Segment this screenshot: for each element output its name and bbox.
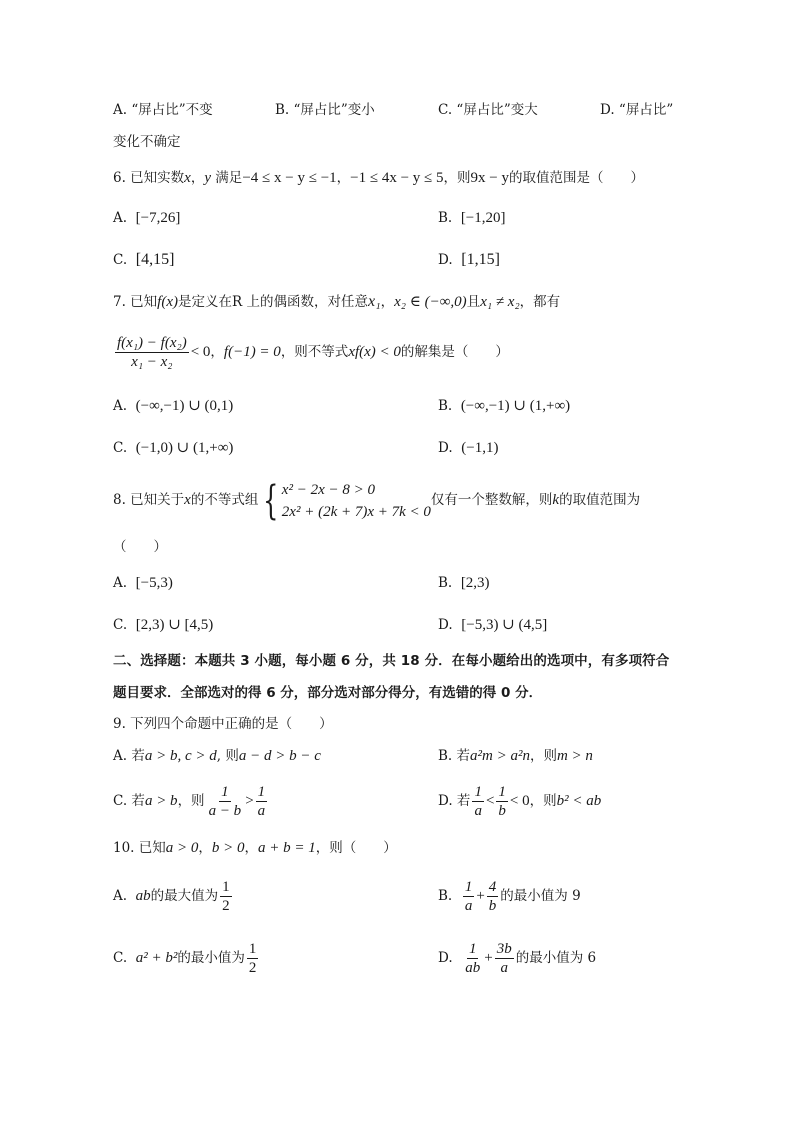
q10-comma-1: ， bbox=[198, 840, 212, 856]
q7-comma-2: ， bbox=[210, 344, 224, 360]
q7-x2-domain: x₂ ∈ (−∞,0) bbox=[394, 294, 467, 310]
q10-a-num: 1 bbox=[222, 879, 230, 895]
q7-stem-b: 是定义在R 上的偶函数，对任意 bbox=[178, 294, 368, 310]
q7-f-neg1: f(−1) = 0 bbox=[223, 344, 281, 360]
q7-stem bbox=[113, 292, 560, 312]
q10-option-b-plus: + bbox=[476, 888, 485, 904]
q8-option-a-label: A. bbox=[113, 575, 128, 591]
q6-option-b bbox=[438, 208, 506, 228]
q10-option-c bbox=[113, 938, 260, 978]
q9-option-c-gt: > bbox=[245, 793, 254, 809]
q9-option-b-condition: a²m > a²n bbox=[470, 748, 530, 764]
q10-cond-a: a > 0 bbox=[165, 840, 199, 856]
q8-option-a bbox=[113, 573, 173, 593]
q8-paren: （ ） bbox=[113, 539, 167, 555]
q10-option-d-text: 的最小值为 6 bbox=[515, 950, 597, 966]
q10-option-d-fraction-2 bbox=[495, 940, 514, 977]
q10-cond-b: b > 0 bbox=[211, 840, 245, 856]
q9-d-den-1: a bbox=[474, 803, 482, 819]
q9-option-d bbox=[438, 781, 601, 821]
section-2-instructions-line-2: 题目要求．全部选对的得 6 分，部分选对部分得分，有选错的得 0 分． bbox=[113, 685, 543, 701]
q9-option-a-result: a − d > b − c bbox=[238, 748, 321, 764]
q7-option-d-label: D. bbox=[438, 440, 453, 456]
q8-option-c-value: [2,3) ∪ [4,5) bbox=[135, 617, 214, 633]
q8-option-a-value: [−5,3) bbox=[135, 575, 173, 591]
q9-option-a-label: A. 若 bbox=[113, 748, 145, 764]
q7-option-a-value: (−∞,−1) ∪ (0,1) bbox=[135, 398, 234, 414]
q9-option-a-then: , 则 bbox=[216, 748, 239, 764]
q9-c-den-2: a bbox=[257, 803, 266, 819]
q9-option-c-condition: a > b bbox=[144, 793, 178, 809]
q10-option-b-label: B. bbox=[438, 888, 453, 904]
q6-expression: 9x − y bbox=[470, 170, 510, 186]
q8-var-k: k bbox=[552, 492, 560, 508]
q8-inequality-system bbox=[258, 479, 431, 523]
q7-option-c-label: C. bbox=[113, 440, 128, 456]
q7-stem-d: ，都有 bbox=[519, 294, 561, 310]
q9-option-c-then: ，则 bbox=[177, 793, 205, 809]
q8-stem-a: 8. 已知关于 bbox=[113, 492, 185, 508]
q6-option-a-value: [−7,26] bbox=[135, 210, 181, 226]
q9-d-num-1: 1 bbox=[474, 784, 482, 800]
q9-d-num-2: 1 bbox=[498, 784, 506, 800]
q9-option-b-result: m > n bbox=[556, 748, 593, 764]
q9-option-d-label: D. 若 bbox=[438, 793, 471, 809]
q10-b-num-1: 1 bbox=[464, 879, 473, 895]
q10-option-d bbox=[438, 938, 596, 978]
section-2-instructions-line-1: 二、选择题：本题共 3 小题，每小题 6 分，共 18 分．在每小题给出的选项中，有多项符合 bbox=[113, 653, 670, 669]
q10-d-den-2: a bbox=[500, 960, 508, 976]
q9-option-a bbox=[113, 746, 321, 766]
q8-option-c bbox=[113, 615, 213, 635]
q10-d-den-1: ab bbox=[465, 960, 481, 976]
q6-stem bbox=[113, 168, 644, 188]
q6-option-d bbox=[438, 250, 500, 270]
q7-fx: f(x) bbox=[157, 294, 178, 310]
q8-option-c-label: C. bbox=[113, 617, 128, 633]
q10-option-b-text: 的最小值为 9 bbox=[500, 888, 581, 904]
q10-option-a-label: A. bbox=[113, 888, 128, 904]
q9-option-a-condition: a > b, c > d bbox=[144, 748, 217, 764]
q10-option-a bbox=[113, 876, 234, 916]
q6-option-d-label: D. bbox=[438, 252, 453, 268]
q9-option-c bbox=[113, 781, 269, 821]
q9-c-num-2: 1 bbox=[257, 784, 266, 800]
q8-option-b bbox=[438, 573, 490, 593]
q7-difference-quotient bbox=[115, 334, 189, 371]
q7-less-than-zero: < 0 bbox=[190, 344, 211, 360]
q6-option-a bbox=[113, 208, 180, 228]
q7-condition-line bbox=[113, 332, 509, 372]
q9-option-b-label: B. 若 bbox=[438, 748, 471, 764]
q5-option-d: D. “屏占比” bbox=[600, 102, 674, 118]
q8-system-row-2: 2x² + (2k + 7)x + 7k < 0 bbox=[281, 503, 431, 520]
q7-x1-neq-x2: x₁ ≠ x₂ bbox=[480, 294, 520, 310]
q7-inequality: xf(x) < 0 bbox=[348, 344, 401, 360]
q6-comma-2: ， bbox=[336, 170, 351, 186]
q5-option-b: B. “屏占比”变小 bbox=[275, 102, 375, 118]
q10-option-c-label: C. bbox=[113, 950, 128, 966]
q7-option-b bbox=[438, 396, 570, 416]
q8-stem-c: 仅有一个整数解，则 bbox=[430, 492, 553, 508]
q7-option-b-value: (−∞,−1) ∪ (1,+∞) bbox=[460, 398, 571, 414]
q8-option-d bbox=[438, 615, 547, 635]
q9-option-c-fraction-2 bbox=[256, 783, 268, 820]
q6-stem-b: 满足 bbox=[211, 170, 243, 186]
q10-d-num-2: 3b bbox=[496, 941, 512, 957]
q7-stem-f: 的解集是（ ） bbox=[400, 344, 509, 360]
q8-stem-d: 的取值范围为 bbox=[559, 492, 641, 508]
q9-c-num-1: 1 bbox=[221, 784, 229, 800]
q10-b-den-2: b bbox=[488, 898, 497, 914]
q7-option-d bbox=[438, 438, 498, 458]
q10-stem-b: ，则（ ） bbox=[315, 840, 397, 856]
q10-option-b-fraction-1 bbox=[463, 878, 475, 915]
q7-option-a-label: A. bbox=[113, 398, 128, 414]
q10-option-d-fraction-1 bbox=[463, 940, 482, 977]
q9-d-den-2: b bbox=[498, 803, 506, 819]
q10-option-b bbox=[438, 876, 581, 916]
q8-brace-icon: { bbox=[263, 477, 279, 524]
q10-b-den-1: a bbox=[464, 898, 473, 914]
q10-option-c-fraction bbox=[247, 940, 259, 977]
q8-option-d-value: [−5,3) ∪ (4,5] bbox=[461, 617, 548, 633]
q7-frac-denominator: x₁ − x₂ bbox=[131, 354, 173, 370]
q10-option-c-text: 的最小值为 bbox=[177, 950, 245, 966]
q8-option-b-label: B. bbox=[438, 575, 453, 591]
q9-option-d-fraction-2 bbox=[496, 783, 508, 820]
q6-stem-c: ，则 bbox=[443, 170, 471, 186]
q6-option-c-label: C. bbox=[113, 252, 128, 268]
q10-option-b-fraction-2 bbox=[487, 878, 499, 915]
q8-option-b-value: [2,3) bbox=[460, 575, 490, 591]
q9-option-b bbox=[438, 746, 593, 766]
q7-x1: x₁ bbox=[367, 293, 381, 310]
q10-comma-2: ， bbox=[244, 840, 259, 856]
q9-option-d-fraction-1 bbox=[472, 783, 484, 820]
q7-option-d-value: (−1,1) bbox=[461, 440, 499, 456]
q9-option-d-result: b² < ab bbox=[556, 793, 602, 809]
q9-stem: 9. 下列四个命题中正确的是（ ） bbox=[113, 716, 333, 732]
q10-c-den: 2 bbox=[248, 960, 257, 976]
q6-option-b-value: [−1,20] bbox=[460, 210, 506, 226]
q9-option-c-label: C. 若 bbox=[113, 793, 145, 809]
q10-stem bbox=[113, 838, 397, 858]
q6-var-y: y bbox=[204, 170, 212, 186]
q8-stem-b: 的不等式组 bbox=[190, 492, 259, 508]
q6-stem-d: 的取值范围是（ ） bbox=[509, 170, 645, 186]
q9-c-den-1: a − b bbox=[208, 803, 242, 819]
q6-option-c-value: [4,15] bbox=[135, 251, 175, 268]
q7-option-c bbox=[113, 438, 233, 458]
q10-cond-sum: a + b = 1 bbox=[258, 840, 316, 856]
q9-option-d-then: ，则 bbox=[529, 793, 557, 809]
q9-option-d-lt: < bbox=[485, 793, 495, 809]
q6-condition-1: −4 ≤ x − y ≤ −1 bbox=[242, 170, 337, 186]
q6-option-c bbox=[113, 250, 174, 270]
q6-var-x: x bbox=[184, 170, 191, 186]
q7-option-c-value: (−1,0) ∪ (1,+∞) bbox=[135, 440, 234, 456]
q6-option-d-value: [1,15] bbox=[461, 251, 500, 268]
q10-option-a-fraction bbox=[220, 878, 232, 915]
q8-stem bbox=[113, 478, 640, 523]
q7-stem-a: 7. 已知 bbox=[113, 294, 158, 310]
q10-c-num: 1 bbox=[248, 941, 257, 957]
q7-comma: ， bbox=[380, 294, 395, 310]
q6-option-a-label: A. bbox=[113, 210, 128, 226]
q5-option-c: C. “屏占比”变大 bbox=[438, 102, 538, 118]
q10-option-d-label: D. bbox=[438, 950, 453, 966]
q7-stem-e: ，则不等式 bbox=[280, 344, 349, 360]
q10-option-d-plus: + bbox=[484, 950, 493, 966]
q10-a-den: 2 bbox=[222, 898, 230, 914]
q6-stem-a: 6. 已知实数 bbox=[113, 170, 185, 186]
q5-option-d-continued: 变化不确定 bbox=[113, 134, 181, 150]
q7-option-b-label: B. bbox=[438, 398, 453, 414]
q10-option-a-expr: ab bbox=[135, 888, 151, 904]
q8-option-d-label: D. bbox=[438, 617, 453, 633]
q7-frac-numerator: f(x₁) − f(x₂) bbox=[117, 335, 187, 351]
q6-comma-1: ， bbox=[190, 170, 205, 186]
q10-option-c-expr: a² + b² bbox=[135, 950, 178, 966]
q8-var-x: x bbox=[184, 492, 191, 508]
q9-option-d-lt-zero: < 0 bbox=[509, 793, 530, 809]
q10-b-num-2: 4 bbox=[488, 879, 497, 895]
q8-system-row-1: x² − 2x − 8 > 0 bbox=[281, 481, 375, 498]
q5-option-a: A. “屏占比”不变 bbox=[113, 102, 213, 118]
q6-condition-2: −1 ≤ 4x − y ≤ 5 bbox=[350, 170, 444, 186]
q10-stem-a: 10. 已知 bbox=[113, 840, 166, 856]
q7-stem-c: 且 bbox=[466, 294, 481, 310]
q6-option-b-label: B. bbox=[438, 210, 453, 226]
q10-option-a-text: 的最大值为 bbox=[150, 888, 219, 904]
q7-option-a bbox=[113, 396, 233, 416]
q9-option-b-then: ，则 bbox=[529, 748, 557, 764]
q9-option-c-fraction-1 bbox=[207, 783, 244, 820]
q10-d-num-1: 1 bbox=[468, 941, 477, 957]
